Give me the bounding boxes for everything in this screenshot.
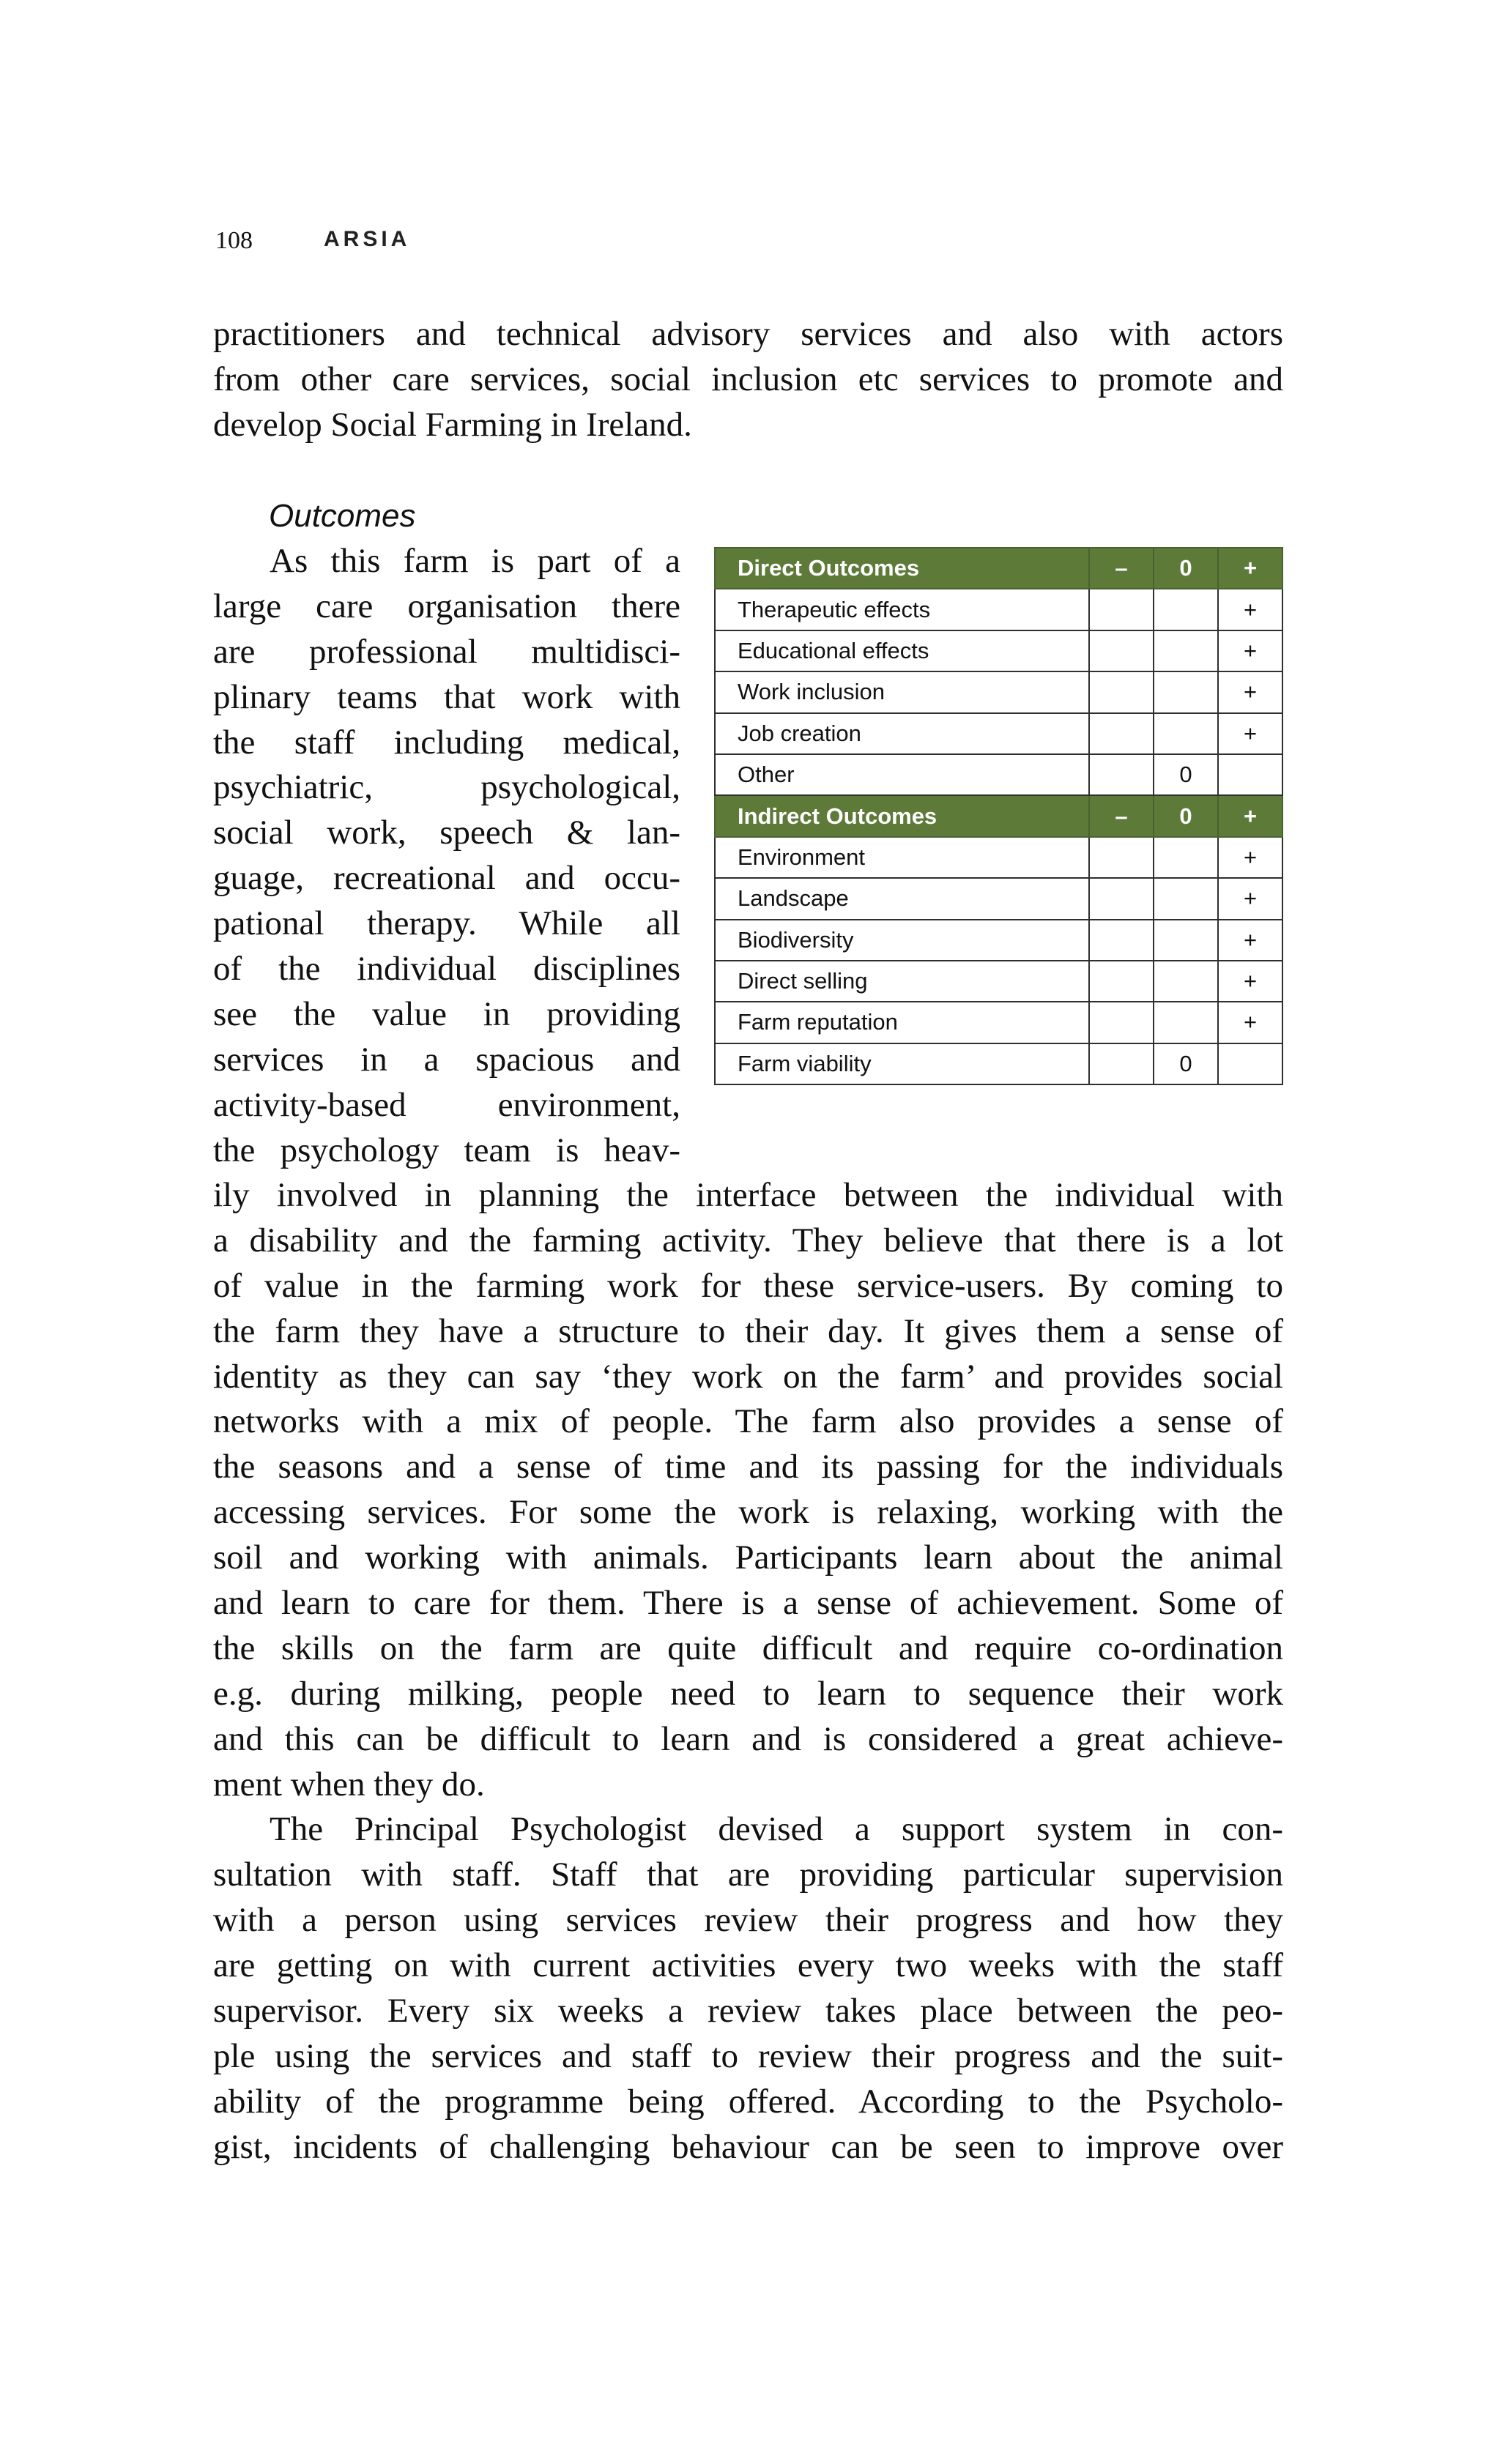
column-header: – — [1089, 548, 1154, 589]
text-line: gist, incidents of challenging behaviour can be seen to improve over — [213, 2127, 1283, 2166]
cell-plus: + — [1218, 1002, 1282, 1043]
text-line: ment when they do. — [213, 1765, 485, 1804]
cell-minus — [1089, 630, 1154, 671]
text-line: large care organisation there — [213, 587, 680, 625]
text-line: see the value in providing — [213, 994, 680, 1033]
outcomes-table — [714, 547, 1283, 1085]
text-line: the staff including medical, — [213, 723, 680, 762]
cell-plus: + — [1218, 630, 1282, 671]
table-row — [715, 1002, 1282, 1043]
cell-minus — [1089, 671, 1154, 712]
text-line: networks with a mix of people. The farm also provides a sense of — [213, 1402, 1283, 1441]
text-line: e.g. during milking, people need to learn to sequence their work — [213, 1674, 1283, 1713]
intro-paragraph — [213, 312, 1283, 448]
running-header — [215, 226, 411, 255]
column-header: 0 — [1154, 548, 1218, 589]
column-header: 0 — [1154, 795, 1218, 836]
section-title: Direct Outcomes — [715, 548, 1089, 589]
cell-zero — [1154, 837, 1218, 878]
cell-zero — [1154, 713, 1218, 754]
text-line: sultation with staff. Staff that are providing particular supervision — [213, 1856, 1283, 1894]
text-line: The Principal Psychologist devised a support system in con- — [270, 1810, 1283, 1849]
table-row — [715, 671, 1282, 712]
column-header: + — [1218, 795, 1282, 836]
text-line: soil and working with animals. Participants learn about the animal — [213, 1538, 1283, 1577]
row-label: Environment — [715, 837, 1089, 878]
cell-zero — [1154, 878, 1218, 919]
text-line: plinary teams that work with — [213, 677, 680, 716]
cell-zero — [1154, 630, 1218, 671]
row-label: Therapeutic effects — [715, 589, 1089, 630]
column-header: – — [1089, 795, 1154, 836]
text-line: the skills on the farm are quite difficult and require co-ordination — [213, 1629, 1283, 1667]
cell-zero — [1154, 671, 1218, 712]
section-heading: Outcomes — [269, 498, 416, 534]
row-label: Job creation — [715, 713, 1089, 754]
text-line: accessing services. For some the work is relaxing, working with the — [213, 1493, 1283, 1532]
text-line: and learn to care for them. There is a sense of achievement. Some of — [213, 1584, 1283, 1623]
text-line: ily involved in planning the interface between the individual with — [213, 1176, 1283, 1214]
page-number: 108 — [215, 227, 253, 254]
row-label: Other — [715, 754, 1089, 795]
cell-minus — [1089, 920, 1154, 961]
cell-plus: + — [1218, 961, 1282, 1002]
cell-plus: + — [1218, 878, 1282, 919]
cell-zero — [1154, 920, 1218, 961]
text-line: social work, speech & lan- — [213, 814, 680, 852]
text-line: As this farm is part of a — [270, 542, 680, 580]
table-row — [715, 1043, 1282, 1084]
table-section-header — [715, 795, 1282, 836]
text-line: the farm they have a structure to their day. It gives them a sense of — [213, 1311, 1283, 1350]
cell-minus — [1089, 1043, 1154, 1084]
cell-zero: 0 — [1154, 1043, 1218, 1084]
text-line: services in a spacious and — [213, 1040, 680, 1079]
cell-minus — [1089, 754, 1154, 795]
text-line: are professional multidisci- — [213, 632, 680, 671]
table-row — [715, 837, 1282, 878]
row-label: Work inclusion — [715, 671, 1089, 712]
text-line: psychiatric, psychological, — [213, 768, 680, 807]
text-line: guage, recreational and occu- — [213, 859, 680, 898]
text-line: a disability and the farming activity. They believe that there is a lot — [213, 1221, 1283, 1259]
text-line: supervisor. Every six weeks a review takes place between the peo- — [213, 1992, 1283, 2031]
running-title: ARSIA — [324, 227, 411, 251]
cell-zero: 0 — [1154, 754, 1218, 795]
cell-minus — [1089, 589, 1154, 630]
cell-plus — [1218, 754, 1282, 795]
cell-zero — [1154, 1002, 1218, 1043]
text-line: and this can be difficult to learn and is considered a great achieve- — [213, 1719, 1283, 1758]
cell-minus — [1089, 878, 1154, 919]
cell-minus — [1089, 1002, 1154, 1043]
text-line: develop Social Farming in Ireland. — [213, 405, 692, 444]
cell-minus — [1089, 837, 1154, 878]
table-row — [715, 961, 1282, 1002]
cell-zero — [1154, 589, 1218, 630]
text-line: the psychology team is heav- — [213, 1131, 680, 1169]
text-line: of the individual disciplines — [213, 950, 680, 989]
text-line: are getting on with current activities every two weeks with the staff — [213, 1946, 1283, 1985]
row-label: Farm viability — [715, 1043, 1089, 1084]
table-row — [715, 754, 1282, 795]
text-line: with a person using services review their progress and how they — [213, 1901, 1283, 1940]
text-line: practitioners and technical advisory services and also with actors — [213, 315, 1283, 353]
text-line: the seasons and a sense of time and its passing for the individuals — [213, 1448, 1283, 1486]
table-row — [715, 878, 1282, 919]
text-line: identity as they can say ‘they work on the farm’ and provides social — [213, 1357, 1283, 1396]
text-line: pational therapy. While all — [213, 904, 680, 943]
row-label: Educational effects — [715, 630, 1089, 671]
text-line: ple using the services and staff to review their progress and the suit- — [213, 2036, 1283, 2075]
cell-plus: + — [1218, 837, 1282, 878]
cell-plus: + — [1218, 671, 1282, 712]
table-section-header — [715, 548, 1282, 589]
body-full-width — [213, 1173, 1283, 2170]
table-row — [715, 920, 1282, 961]
text-line: ability of the programme being offered. According to the Psycholo- — [213, 2082, 1283, 2121]
row-label: Farm reputation — [715, 1002, 1089, 1043]
cell-plus: + — [1218, 589, 1282, 630]
column-header: + — [1218, 548, 1282, 589]
text-line: from other care services, social inclusion etc services to promote and — [213, 360, 1283, 398]
cell-plus — [1218, 1043, 1282, 1084]
row-label: Landscape — [715, 878, 1089, 919]
cell-zero — [1154, 961, 1218, 1002]
table-row — [715, 630, 1282, 671]
body-left-column — [213, 539, 680, 1173]
section-title: Indirect Outcomes — [715, 795, 1089, 836]
text-line: activity-based environment, — [213, 1085, 680, 1124]
cell-minus — [1089, 713, 1154, 754]
table-row — [715, 589, 1282, 630]
row-label: Direct selling — [715, 961, 1089, 1002]
cell-minus — [1089, 961, 1154, 1002]
row-label: Biodiversity — [715, 920, 1089, 961]
table-row — [715, 713, 1282, 754]
cell-plus: + — [1218, 713, 1282, 754]
cell-plus: + — [1218, 920, 1282, 961]
text-line: of value in the farming work for these service-users. By coming to — [213, 1266, 1283, 1305]
